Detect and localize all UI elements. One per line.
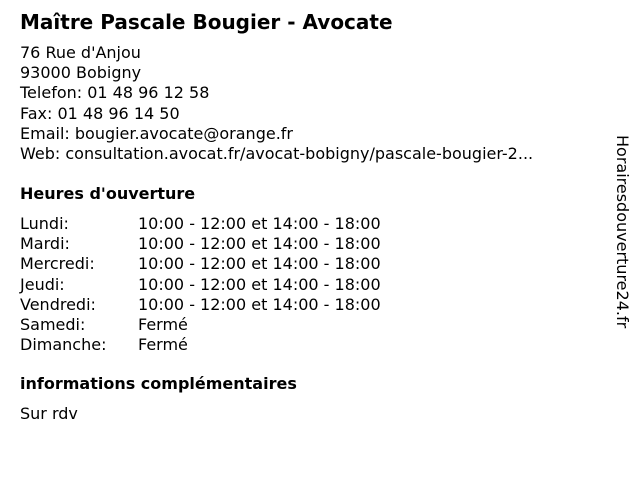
hours-row-saturday bbox=[20, 315, 440, 335]
phone-number: Telefon: 01 48 96 12 58 bbox=[20, 83, 210, 103]
day-label: Lundi: bbox=[20, 214, 69, 233]
day-label: Mardi: bbox=[20, 234, 70, 254]
street-address: 76 Rue d'Anjou bbox=[20, 43, 141, 62]
hours-row-friday bbox=[20, 295, 440, 315]
hours-value: 10:00 - 12:00 et 14:00 - 18:00 bbox=[138, 254, 381, 274]
day-label: Samedi: bbox=[20, 314, 86, 334]
hours-row-tuesday bbox=[20, 234, 440, 254]
hours-value: Fermé bbox=[138, 335, 188, 355]
hours-value: 10:00 - 12:00 et 14:00 - 18:00 bbox=[138, 234, 381, 254]
day-label: Jeudi: bbox=[20, 274, 65, 294]
hours-value: Fermé bbox=[138, 314, 188, 334]
city-postal-code: 93000 Bobigny bbox=[20, 63, 142, 83]
additional-info-heading: informations complémentaires bbox=[20, 374, 297, 393]
opening-hours-table bbox=[20, 214, 440, 355]
additional-info-text: Sur rdv bbox=[20, 404, 78, 423]
day-label: Dimanche: bbox=[20, 335, 107, 355]
website-link: Web: consultation.avocat.fr/avocat-bobigny/pascale-bougier-2... bbox=[20, 143, 534, 163]
hours-value: 10:00 - 12:00 et 14:00 - 18:00 bbox=[138, 214, 381, 233]
hours-value: 10:00 - 12:00 et 14:00 - 18:00 bbox=[138, 274, 381, 294]
contact-block bbox=[20, 43, 533, 164]
page-title: Maître Pascale Bougier - Avocate bbox=[20, 10, 393, 34]
hours-value: 10:00 - 12:00 et 14:00 - 18:00 bbox=[138, 294, 381, 314]
day-label: Vendredi: bbox=[20, 294, 96, 314]
site-watermark: Horairesdouverture24.fr bbox=[613, 135, 632, 329]
opening-hours-heading: Heures d'ouverture bbox=[20, 184, 196, 203]
hours-row-sunday bbox=[20, 335, 440, 355]
email-address: Email: bougier.avocate@orange.fr bbox=[20, 123, 293, 143]
day-label: Mercredi: bbox=[20, 254, 95, 274]
hours-row-thursday bbox=[20, 275, 440, 295]
hours-row-monday bbox=[20, 214, 440, 234]
fax-number: Fax: 01 48 96 14 50 bbox=[20, 103, 180, 123]
hours-row-wednesday bbox=[20, 254, 440, 274]
